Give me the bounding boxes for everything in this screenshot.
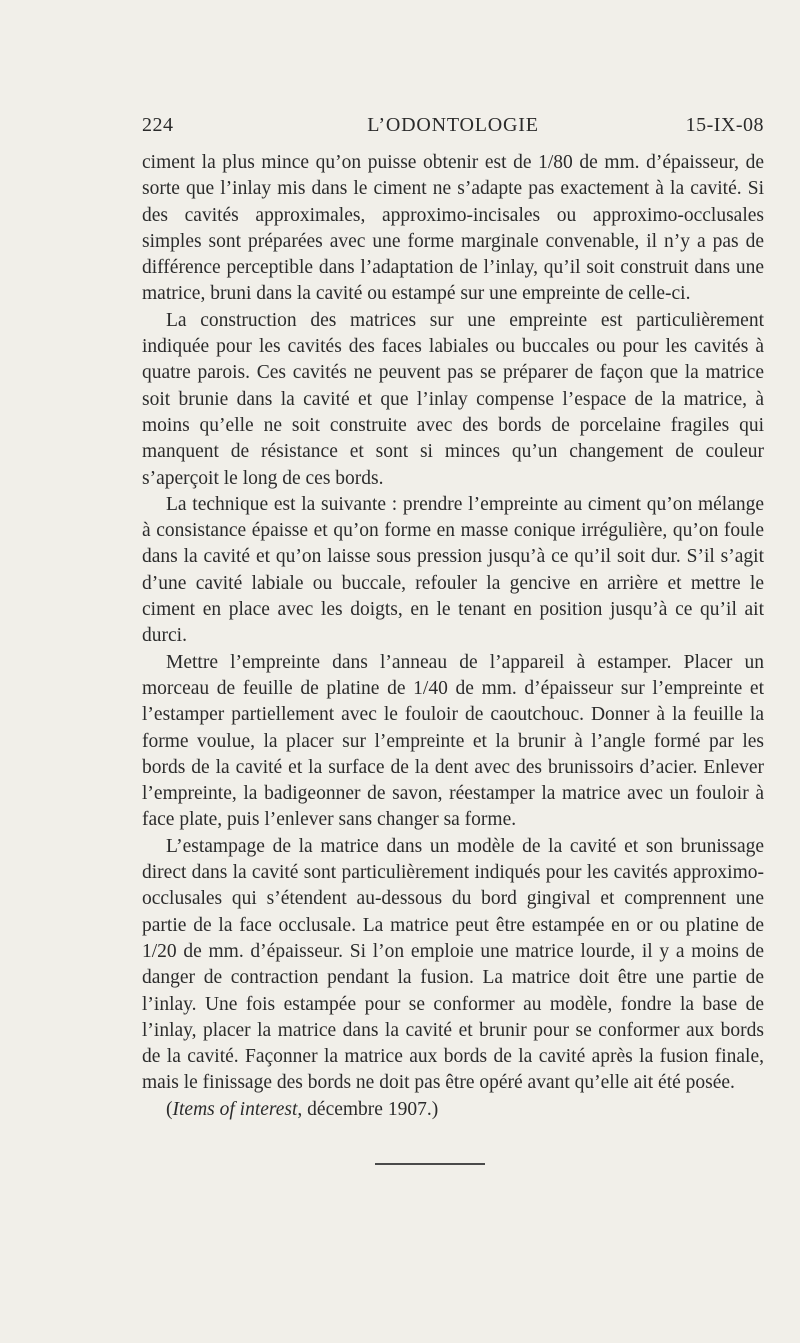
- page-header: [142, 114, 764, 144]
- source-citation: (Items of interest, décembre 1907.): [166, 1098, 439, 1120]
- journal-title: L’ODONTOLOGIE: [367, 114, 539, 136]
- end-rule: [375, 1163, 485, 1165]
- paragraph: La construction des matrices sur une empreinte est particulièrement indiquée pour les cavités des faces labiales ou buccales ou pour les cavités à quatre parois. Ces cavités ne peuvent pas se préparer de façon que la matrice soit brunie dans la cavité et que l’inlay compense l’espace de la matrice, à moins qu’elle ne soit construite avec des bords de porcelaine fragiles qui manquent de résistance et sont si minces qu’un changement de couleur s’aperçoit le long de ces bords.: [142, 309, 764, 489]
- article-body: [142, 150, 764, 1123]
- source-date: , décembre 1907.: [297, 1098, 432, 1120]
- paragraph: ciment la plus mince qu’on puisse obtenir est de 1/80 de mm. d’épaisseur, de sorte que l’inlay mis dans le ciment ne s’adapte pas exactement à la cavité. Si des cavités approximales, approximo-incisales ou approximo-occlusales simples sont préparées avec une forme marginale convenable, il n’y a pas de différence perceptible dans l’adaptation de l’inlay, qu’il soit construit dans une matrice, bruni dans la cavité ou estampé sur une empreinte de celle-ci.: [142, 152, 764, 305]
- paragraph: L’estampage de la matrice dans un modèle de la cavité et son brunissage direct dans la cavité sont particulièrement indiqués pour les cavités approximo-occlusales qui s’étendent au-dessous du bord gingival et comprennent une partie de la face occlusale. La matrice peut être estampée en or ou platine de 1/20 de mm. d’épaisseur. Si l’on emploie une matrice lourde, il y a moins de danger de contraction pendant la fusion. La matrice doit être une partie de l’inlay. Une fois estampée pour se conformer au modèle, fondre la base de l’inlay, placer la matrice dans la cavité et brunir pour se conformer aux bords de la cavité. Façonner la matrice aux bords de la cavité après la fusion finale, mais le finissage des bords ne doit pas être opéré avant qu’elle ait été posée.: [142, 835, 764, 1094]
- paragraph: La technique est la suivante : prendre l’empreinte au ciment qu’on mélange à consistance épaisse et qu’on forme en masse conique irrégulière, qu’on foule dans la cavité et qu’on laisse sous pression jusqu’à ce qu’il soit dur. S’il s’agit d’une cavité labiale ou buccale, refouler la gencive en arrière et mettre le ciment en place avec les doigts, en le tenant en position jusqu’à ce qu’il ait durci.: [142, 493, 764, 647]
- paragraph: Mettre l’empreinte dans l’anneau de l’appareil à estamper. Placer un morceau de feuille de platine de 1/40 de mm. d’épaisseur sur l’empreinte et l’estamper partiellement avec le fouloir de caoutchouc. Donner à la feuille la forme voulue, la placer sur l’empreinte et la brunir à l’angle formé par les bords de la cavité et la surface de la dent avec des brunissoirs d’acier. Enlever l’empreinte, la badigeonner de savon, réestamper la matrice avec un fouloir à face plate, puis l’enlever sans changer sa forme.: [142, 651, 764, 831]
- issue-date: 15-IX-08: [685, 114, 764, 136]
- page-number: 224: [142, 114, 174, 136]
- source-title: Items of interest: [172, 1098, 298, 1120]
